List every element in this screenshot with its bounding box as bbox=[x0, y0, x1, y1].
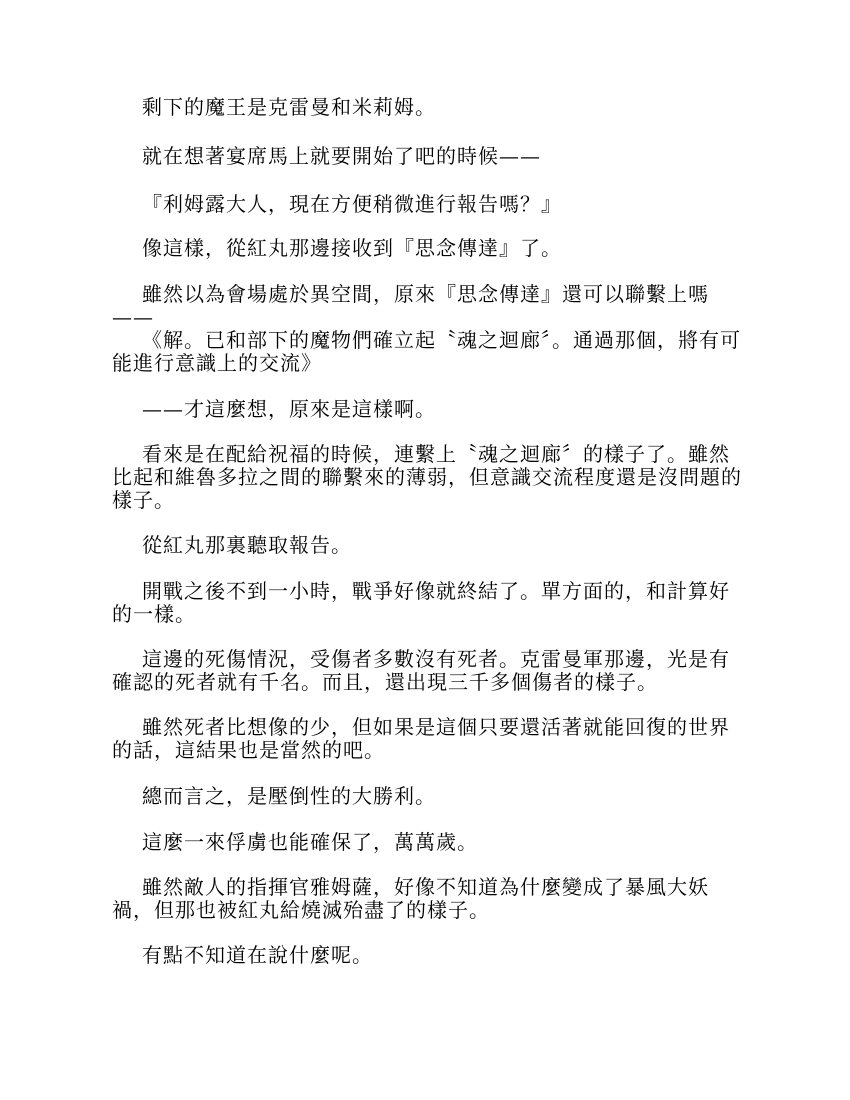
paragraph: 雖然敵人的指揮官雅姆薩，好像不知道為什麼變成了暴風大妖禍，但那也被紅丸給燒滅殆盡了的樣子。 bbox=[112, 875, 709, 922]
paragraph: 這邊的死傷情況，受傷者多數沒有死者。克雷曼軍那邊，光是有確認的死者就有千名。而且，還出現三千多個傷者的樣子。 bbox=[112, 647, 730, 694]
paragraph: 《解。已和部下的魔物們確立起〝魂之迴廊〞。通過那個，將有可能進行意識上的交流》 bbox=[112, 328, 741, 375]
paragraph: ——才這麼想，原來是這樣啊。 bbox=[142, 397, 436, 421]
paragraph: 雖然死者比想像的少，但如果是這個只要還活著就能回復的世界的話，這結果也是當然的吧。 bbox=[112, 715, 730, 762]
paragraph: 有點不知道在說什麼呢。 bbox=[142, 943, 373, 967]
paragraph: 像這樣，從紅丸那邊接收到『思念傳達』了。 bbox=[142, 236, 562, 260]
paragraph: 從紅丸那裏聽取報告。 bbox=[142, 533, 352, 557]
paragraph: 這麼一來俘虜也能確保了，萬萬歲。 bbox=[142, 830, 478, 854]
paragraph: 雖然以為會場處於異空間，原來『思念傳達』還可以聯繫上嗎—— bbox=[112, 282, 709, 329]
paragraph: 看來是在配給祝福的時候，連繫上〝魂之迴廊〞的樣子了。雖然比起和維魯多拉之間的聯繫來的薄弱，但意識交流程度還是沒問題的樣子。 bbox=[112, 442, 742, 512]
paragraph: 總而言之，是壓倒性的大勝利。 bbox=[142, 784, 436, 808]
paragraph: 開戰之後不到一小時，戰爭好像就終結了。單方面的，和計算好的一樣。 bbox=[112, 579, 730, 626]
paragraph: 就在想著宴席馬上就要開始了吧的時候—— bbox=[142, 144, 541, 168]
paragraph: 『利姆露大人，現在方便稍微進行報告嗎？』 bbox=[142, 192, 562, 216]
paragraph: 剩下的魔王是克雷曼和米莉姆。 bbox=[142, 95, 436, 119]
